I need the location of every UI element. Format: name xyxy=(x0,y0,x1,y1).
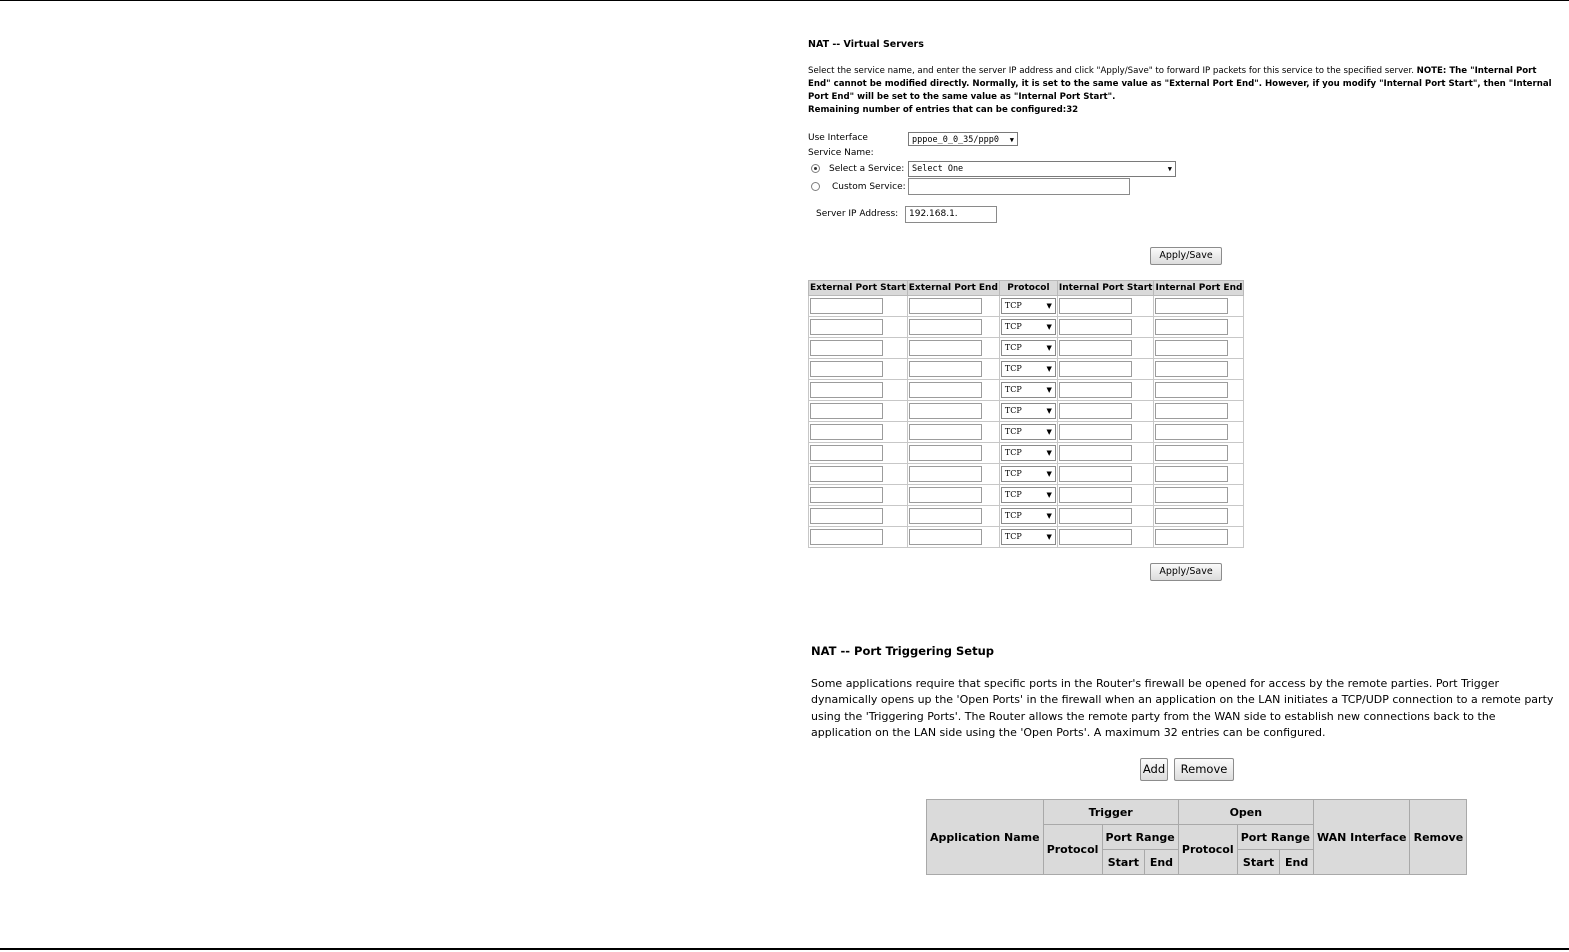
server-ip-input[interactable]: 192.168.1. xyxy=(905,206,997,223)
table-cell xyxy=(1057,443,1154,464)
custom-service-input[interactable] xyxy=(908,178,1130,195)
table-cell xyxy=(907,422,999,443)
table-cell xyxy=(1154,401,1244,422)
dropdown-arrow-icon: ▼ xyxy=(1046,301,1052,310)
internal-port-end-input[interactable] xyxy=(1155,508,1228,524)
external-port-end-input[interactable] xyxy=(909,487,982,503)
internal-port-end-input[interactable] xyxy=(1155,319,1228,335)
table-row xyxy=(809,422,1244,443)
table-cell xyxy=(907,338,999,359)
table-cell xyxy=(1154,338,1244,359)
table-cell xyxy=(1057,527,1154,548)
table-row xyxy=(809,401,1244,422)
external-port-end-input[interactable] xyxy=(909,529,982,545)
external-port-end-input[interactable] xyxy=(909,340,982,356)
internal-port-end-input[interactable] xyxy=(1155,424,1228,440)
protocol-value: TCP xyxy=(1004,321,1022,331)
internal-port-end-input[interactable] xyxy=(1155,487,1228,503)
internal-port-start-input[interactable] xyxy=(1059,529,1132,545)
table-cell xyxy=(907,317,999,338)
protocol-value: TCP xyxy=(1004,447,1022,457)
table-cell xyxy=(809,338,908,359)
protocol-value: TCP xyxy=(1004,342,1022,352)
dropdown-arrow-icon: ▼ xyxy=(1046,532,1052,541)
protocol-select[interactable] xyxy=(1001,529,1056,545)
external-port-start-input[interactable] xyxy=(810,466,883,482)
internal-port-start-input[interactable] xyxy=(1059,319,1132,335)
dropdown-arrow-icon: ▼ xyxy=(1046,469,1052,478)
table-cell xyxy=(809,359,908,380)
top-border-line xyxy=(0,0,1569,1)
external-port-start-input[interactable] xyxy=(810,298,883,314)
header-trigger-start: Start xyxy=(1102,850,1145,875)
select-service-radio[interactable] xyxy=(811,164,820,173)
header-remove: Remove xyxy=(1410,800,1467,875)
external-port-start-input[interactable] xyxy=(810,340,883,356)
table-cell xyxy=(1154,422,1244,443)
table-row xyxy=(809,380,1244,401)
internal-port-end-input[interactable] xyxy=(1155,340,1228,356)
use-interface-label: Use Interface xyxy=(808,133,868,143)
table-cell xyxy=(1154,359,1244,380)
header-open-protocol: Protocol xyxy=(1178,825,1237,875)
external-port-start-input[interactable] xyxy=(810,445,883,461)
internal-port-start-input[interactable] xyxy=(1059,487,1132,503)
header-open-end: End xyxy=(1280,850,1314,875)
protocol-value: TCP xyxy=(1004,531,1022,541)
table-cell xyxy=(809,485,908,506)
dropdown-arrow-icon: ▼ xyxy=(1046,364,1052,373)
protocol-select[interactable] xyxy=(1001,508,1056,524)
table-cell xyxy=(999,422,1057,443)
protocol-select[interactable] xyxy=(1001,424,1056,440)
table-cell xyxy=(809,422,908,443)
dropdown-arrow-icon: ▼ xyxy=(1167,165,1172,173)
protocol-select[interactable] xyxy=(1001,487,1056,503)
protocol-value: TCP xyxy=(1004,300,1022,310)
external-port-start-input[interactable] xyxy=(810,508,883,524)
table-cell xyxy=(1154,527,1244,548)
protocol-value: TCP xyxy=(1004,489,1022,499)
table-cell xyxy=(1154,506,1244,527)
column-header: External Port End xyxy=(907,281,999,296)
table-cell xyxy=(999,317,1057,338)
section-description: Some applications require that specific ports in the Router's firewall be opened for access by the remote parties. Port Trigger dynamically opens up the 'Open Ports' in the firewall when an application on the LAN initiates a TCP/UDP connection to a remote party using the 'Triggering Ports'. The Router allows the remote party from the WAN side to establish new connections back to the application on the LAN side using the 'Open Ports'. A maximum 32 entries can be configured. xyxy=(811,677,1554,739)
table-cell xyxy=(1154,317,1244,338)
service-name-label: Service Name: xyxy=(808,148,874,158)
remaining-entries: Remaining number of entries that can be configured:32 xyxy=(808,105,1079,115)
table-cell xyxy=(1154,485,1244,506)
protocol-value: TCP xyxy=(1004,384,1022,394)
internal-port-start-input[interactable] xyxy=(1059,445,1132,461)
table-row xyxy=(809,527,1244,548)
header-application-name: Application Name xyxy=(927,800,1044,875)
table-row xyxy=(809,464,1244,485)
column-header: Protocol xyxy=(999,281,1057,296)
table-cell xyxy=(907,380,999,401)
description xyxy=(808,65,1560,117)
apply-save-button-bottom[interactable]: Apply/Save xyxy=(1150,563,1222,581)
external-port-start-input[interactable] xyxy=(810,403,883,419)
external-port-end-input[interactable] xyxy=(909,445,982,461)
select-service-label: Select a Service: xyxy=(829,164,905,174)
header-trigger-port-range: Port Range xyxy=(1102,825,1178,850)
apply-save-button[interactable]: Apply/Save xyxy=(1150,247,1222,265)
table-cell xyxy=(1154,296,1244,317)
table-row xyxy=(809,443,1244,464)
internal-port-start-input[interactable] xyxy=(1059,424,1132,440)
internal-port-end-input[interactable] xyxy=(1155,529,1228,545)
internal-port-start-input[interactable] xyxy=(1059,508,1132,524)
external-port-start-input[interactable] xyxy=(810,487,883,503)
dropdown-arrow-icon: ▼ xyxy=(1046,427,1052,436)
table-cell xyxy=(999,527,1057,548)
protocol-select[interactable] xyxy=(1001,319,1056,335)
table-cell xyxy=(809,443,908,464)
internal-port-end-input[interactable] xyxy=(1155,403,1228,419)
table-cell xyxy=(1057,380,1154,401)
use-interface-select[interactable] xyxy=(908,132,1018,146)
table-cell xyxy=(809,317,908,338)
protocol-select[interactable] xyxy=(1001,403,1056,419)
dropdown-arrow-icon: ▼ xyxy=(1046,490,1052,499)
table-cell xyxy=(999,485,1057,506)
table-cell xyxy=(1154,380,1244,401)
external-port-start-input[interactable] xyxy=(810,319,883,335)
service-select[interactable] xyxy=(908,161,1176,177)
table-cell xyxy=(1057,401,1154,422)
table-body xyxy=(809,296,1244,548)
header-open-start: Start xyxy=(1237,850,1280,875)
service-select-value: Select One xyxy=(912,164,964,174)
table-cell xyxy=(999,296,1057,317)
table-cell xyxy=(809,506,908,527)
column-header: Internal Port Start xyxy=(1057,281,1154,296)
column-header: Internal Port End xyxy=(1154,281,1244,296)
custom-service-label: Custom Service: xyxy=(832,182,906,192)
protocol-select[interactable] xyxy=(1001,382,1056,398)
section-title: NAT -- Port Triggering Setup xyxy=(811,644,995,658)
page-title: NAT -- Virtual Servers xyxy=(808,39,924,50)
description-note: NOTE: The "Internal Port End" cannot be modified directly. Normally, it is set to the same value as "External Port End". However, if you modify "Internal Port Start", then "Internal Port End" will be set to the same value as "Internal Port Start". xyxy=(808,66,1552,102)
protocol-value: TCP xyxy=(1004,510,1022,520)
port-triggering-panel xyxy=(805,630,1560,890)
table-cell xyxy=(1057,506,1154,527)
table-cell xyxy=(809,464,908,485)
protocol-select[interactable] xyxy=(1001,466,1056,482)
table-row xyxy=(809,296,1244,317)
table-row xyxy=(809,485,1244,506)
header-trigger-end: End xyxy=(1145,850,1179,875)
header-trigger-protocol: Protocol xyxy=(1043,825,1102,875)
table-cell xyxy=(907,464,999,485)
external-port-end-input[interactable] xyxy=(909,508,982,524)
table-cell xyxy=(907,401,999,422)
external-port-start-input[interactable] xyxy=(810,361,883,377)
table-cell xyxy=(907,485,999,506)
protocol-value: TCP xyxy=(1004,426,1022,436)
table-cell xyxy=(1057,464,1154,485)
virtual-servers-panel xyxy=(805,30,1560,584)
table-cell xyxy=(1057,338,1154,359)
internal-port-end-input[interactable] xyxy=(1155,382,1228,398)
table-cell xyxy=(999,380,1057,401)
internal-port-start-input[interactable] xyxy=(1059,298,1132,314)
table-row xyxy=(809,338,1244,359)
external-port-end-input[interactable] xyxy=(909,466,982,482)
header-open: Open xyxy=(1178,800,1313,825)
protocol-select[interactable] xyxy=(1001,298,1056,314)
add-button[interactable]: Add xyxy=(1140,758,1168,781)
table-cell xyxy=(907,443,999,464)
bottom-border-line xyxy=(0,948,1569,950)
table-cell xyxy=(1057,422,1154,443)
table-row xyxy=(809,317,1244,338)
dropdown-arrow-icon: ▼ xyxy=(1046,406,1052,415)
table-cell xyxy=(809,380,908,401)
external-port-end-input[interactable] xyxy=(909,424,982,440)
table-cell xyxy=(907,527,999,548)
remove-button[interactable]: Remove xyxy=(1174,758,1234,781)
table-cell xyxy=(1057,485,1154,506)
use-interface-value: pppoe_0_0_35/ppp0 xyxy=(912,135,999,145)
header-open-port-range: Port Range xyxy=(1237,825,1313,850)
table-cell xyxy=(1154,464,1244,485)
table-cell xyxy=(999,506,1057,527)
header-trigger: Trigger xyxy=(1043,800,1178,825)
description-text: Select the service name, and enter the server IP address and click "Apply/Save" to forward IP packets for this service to the specified server. xyxy=(808,66,1417,76)
table-cell xyxy=(999,338,1057,359)
protocol-select[interactable] xyxy=(1001,340,1056,356)
table-cell xyxy=(907,359,999,380)
table-header-row xyxy=(927,800,1467,825)
internal-port-end-input[interactable] xyxy=(1155,298,1228,314)
protocol-select[interactable] xyxy=(1001,445,1056,461)
table-cell xyxy=(809,296,908,317)
internal-port-end-input[interactable] xyxy=(1155,466,1228,482)
table-row xyxy=(809,506,1244,527)
port-forwarding-table xyxy=(808,280,1244,548)
external-port-end-input[interactable] xyxy=(909,319,982,335)
table-cell xyxy=(999,401,1057,422)
column-header: External Port Start xyxy=(809,281,908,296)
internal-port-start-input[interactable] xyxy=(1059,340,1132,356)
table-cell xyxy=(809,401,908,422)
protocol-value: TCP xyxy=(1004,405,1022,415)
protocol-value: TCP xyxy=(1004,468,1022,478)
external-port-end-input[interactable] xyxy=(909,361,982,377)
custom-service-radio[interactable] xyxy=(811,182,820,191)
header-wan-interface: WAN Interface xyxy=(1313,800,1409,875)
internal-port-end-input[interactable] xyxy=(1155,445,1228,461)
table-cell xyxy=(907,296,999,317)
table-cell xyxy=(907,506,999,527)
table-cell xyxy=(1057,359,1154,380)
table-header-row xyxy=(809,281,1244,296)
port-triggering-table xyxy=(926,799,1467,875)
dropdown-arrow-icon: ▼ xyxy=(1046,511,1052,520)
external-port-start-input[interactable] xyxy=(810,382,883,398)
external-port-start-input[interactable] xyxy=(810,529,883,545)
dropdown-arrow-icon: ▼ xyxy=(1046,322,1052,331)
table-cell xyxy=(999,443,1057,464)
table-cell xyxy=(1154,443,1244,464)
protocol-select[interactable] xyxy=(1001,361,1056,377)
table-cell xyxy=(1057,317,1154,338)
internal-port-end-input[interactable] xyxy=(1155,361,1228,377)
table-row xyxy=(809,359,1244,380)
dropdown-arrow-icon: ▼ xyxy=(1046,448,1052,457)
dropdown-arrow-icon: ▼ xyxy=(1046,385,1052,394)
table-cell xyxy=(999,464,1057,485)
internal-port-start-input[interactable] xyxy=(1059,382,1132,398)
dropdown-arrow-icon: ▼ xyxy=(1009,136,1014,144)
internal-port-start-input[interactable] xyxy=(1059,403,1132,419)
dropdown-arrow-icon: ▼ xyxy=(1046,343,1052,352)
external-port-end-input[interactable] xyxy=(909,298,982,314)
external-port-end-input[interactable] xyxy=(909,382,982,398)
external-port-end-input[interactable] xyxy=(909,403,982,419)
table-cell xyxy=(1057,296,1154,317)
external-port-start-input[interactable] xyxy=(810,424,883,440)
table-cell xyxy=(999,359,1057,380)
table-cell xyxy=(809,527,908,548)
internal-port-start-input[interactable] xyxy=(1059,466,1132,482)
internal-port-start-input[interactable] xyxy=(1059,361,1132,377)
protocol-value: TCP xyxy=(1004,363,1022,373)
server-ip-label: Server IP Address: xyxy=(816,209,899,219)
